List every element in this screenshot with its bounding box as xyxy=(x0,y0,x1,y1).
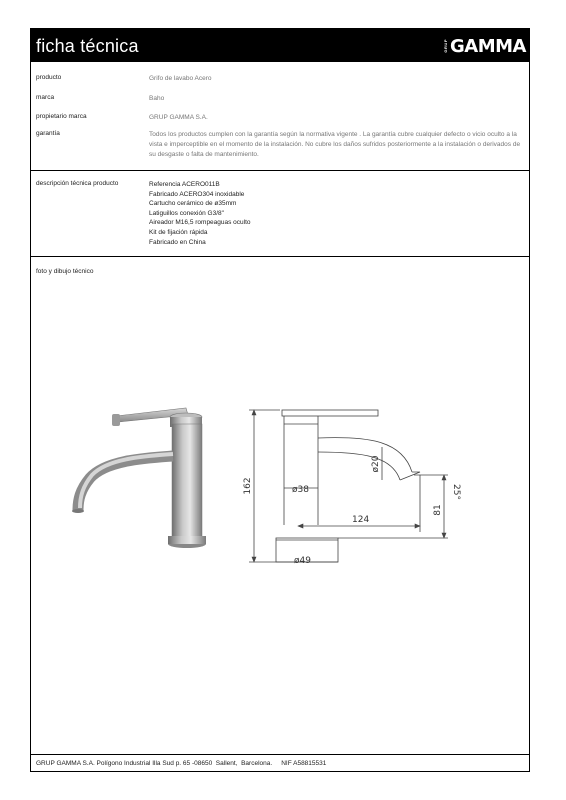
footer-divider xyxy=(31,754,529,755)
dim-reach: 124 xyxy=(352,515,370,525)
spec-list xyxy=(149,180,527,247)
spec-line: Cartucho cerámico de ø35mm xyxy=(149,200,237,208)
producto-value: Grifo de lavabo Acero xyxy=(149,75,212,82)
section-divider xyxy=(31,256,529,257)
section-divider xyxy=(31,170,529,171)
footer-address: GRUP GAMMA S.A. Polígono Industrial Illa Sud p. 65 -08650 Sallent, Barcelona. NIF A58815531 xyxy=(36,760,327,767)
spec-line: Aireador M16,5 rompeaguas oculto xyxy=(149,219,251,227)
dim-spout-height: 81 xyxy=(433,504,443,516)
marca-label: marca xyxy=(36,94,55,101)
dim-spout-diameter: ø20 xyxy=(371,455,381,473)
propietario-label: propietario marca xyxy=(36,113,87,120)
spec-line: Fabricado ACERO304 inoxidable xyxy=(149,190,245,198)
dim-base-diameter: ø49 xyxy=(294,556,311,566)
garantia-value: Todos los productos cumplen con la garantía según la normativa vigente . La garantía cubre cualquier defecto o vicio oculto a la vista e imperceptible en el momento de la instalación. No cubre los daños sufridos posteriormente a la instalación o derivados de su desgaste o falta de mantenimiento. xyxy=(149,131,521,158)
spec-line: Fabricado en China xyxy=(149,238,206,246)
spec-line: Kit de fijación rápida xyxy=(149,228,208,236)
garantia-label: garantía xyxy=(36,130,60,137)
propietario-value: GRUP GAMMA S.A. xyxy=(149,114,208,121)
marca-value: Baho xyxy=(149,95,165,102)
brand-name: GAMMA xyxy=(450,35,526,57)
spec-line: Referencia ACERO011B xyxy=(149,181,220,188)
header-bar xyxy=(30,28,530,62)
faucet-photo xyxy=(36,338,226,563)
brand-prefix: GRUP xyxy=(443,39,449,53)
producto-label: producto xyxy=(36,74,62,81)
dim-height: 162 xyxy=(243,477,253,495)
page-title: ficha técnica xyxy=(36,36,139,56)
technical-drawing xyxy=(232,400,482,580)
brand-logo xyxy=(443,36,526,56)
dim-body-diameter: ø38 xyxy=(292,485,309,495)
spec-line: Latiguillos conexión G3/8" xyxy=(149,209,224,217)
photo-section-label: foto y dibujo técnico xyxy=(36,268,94,275)
descripcion-label: descripción técnica producto xyxy=(36,180,119,187)
dim-angle: 25° xyxy=(451,484,461,500)
